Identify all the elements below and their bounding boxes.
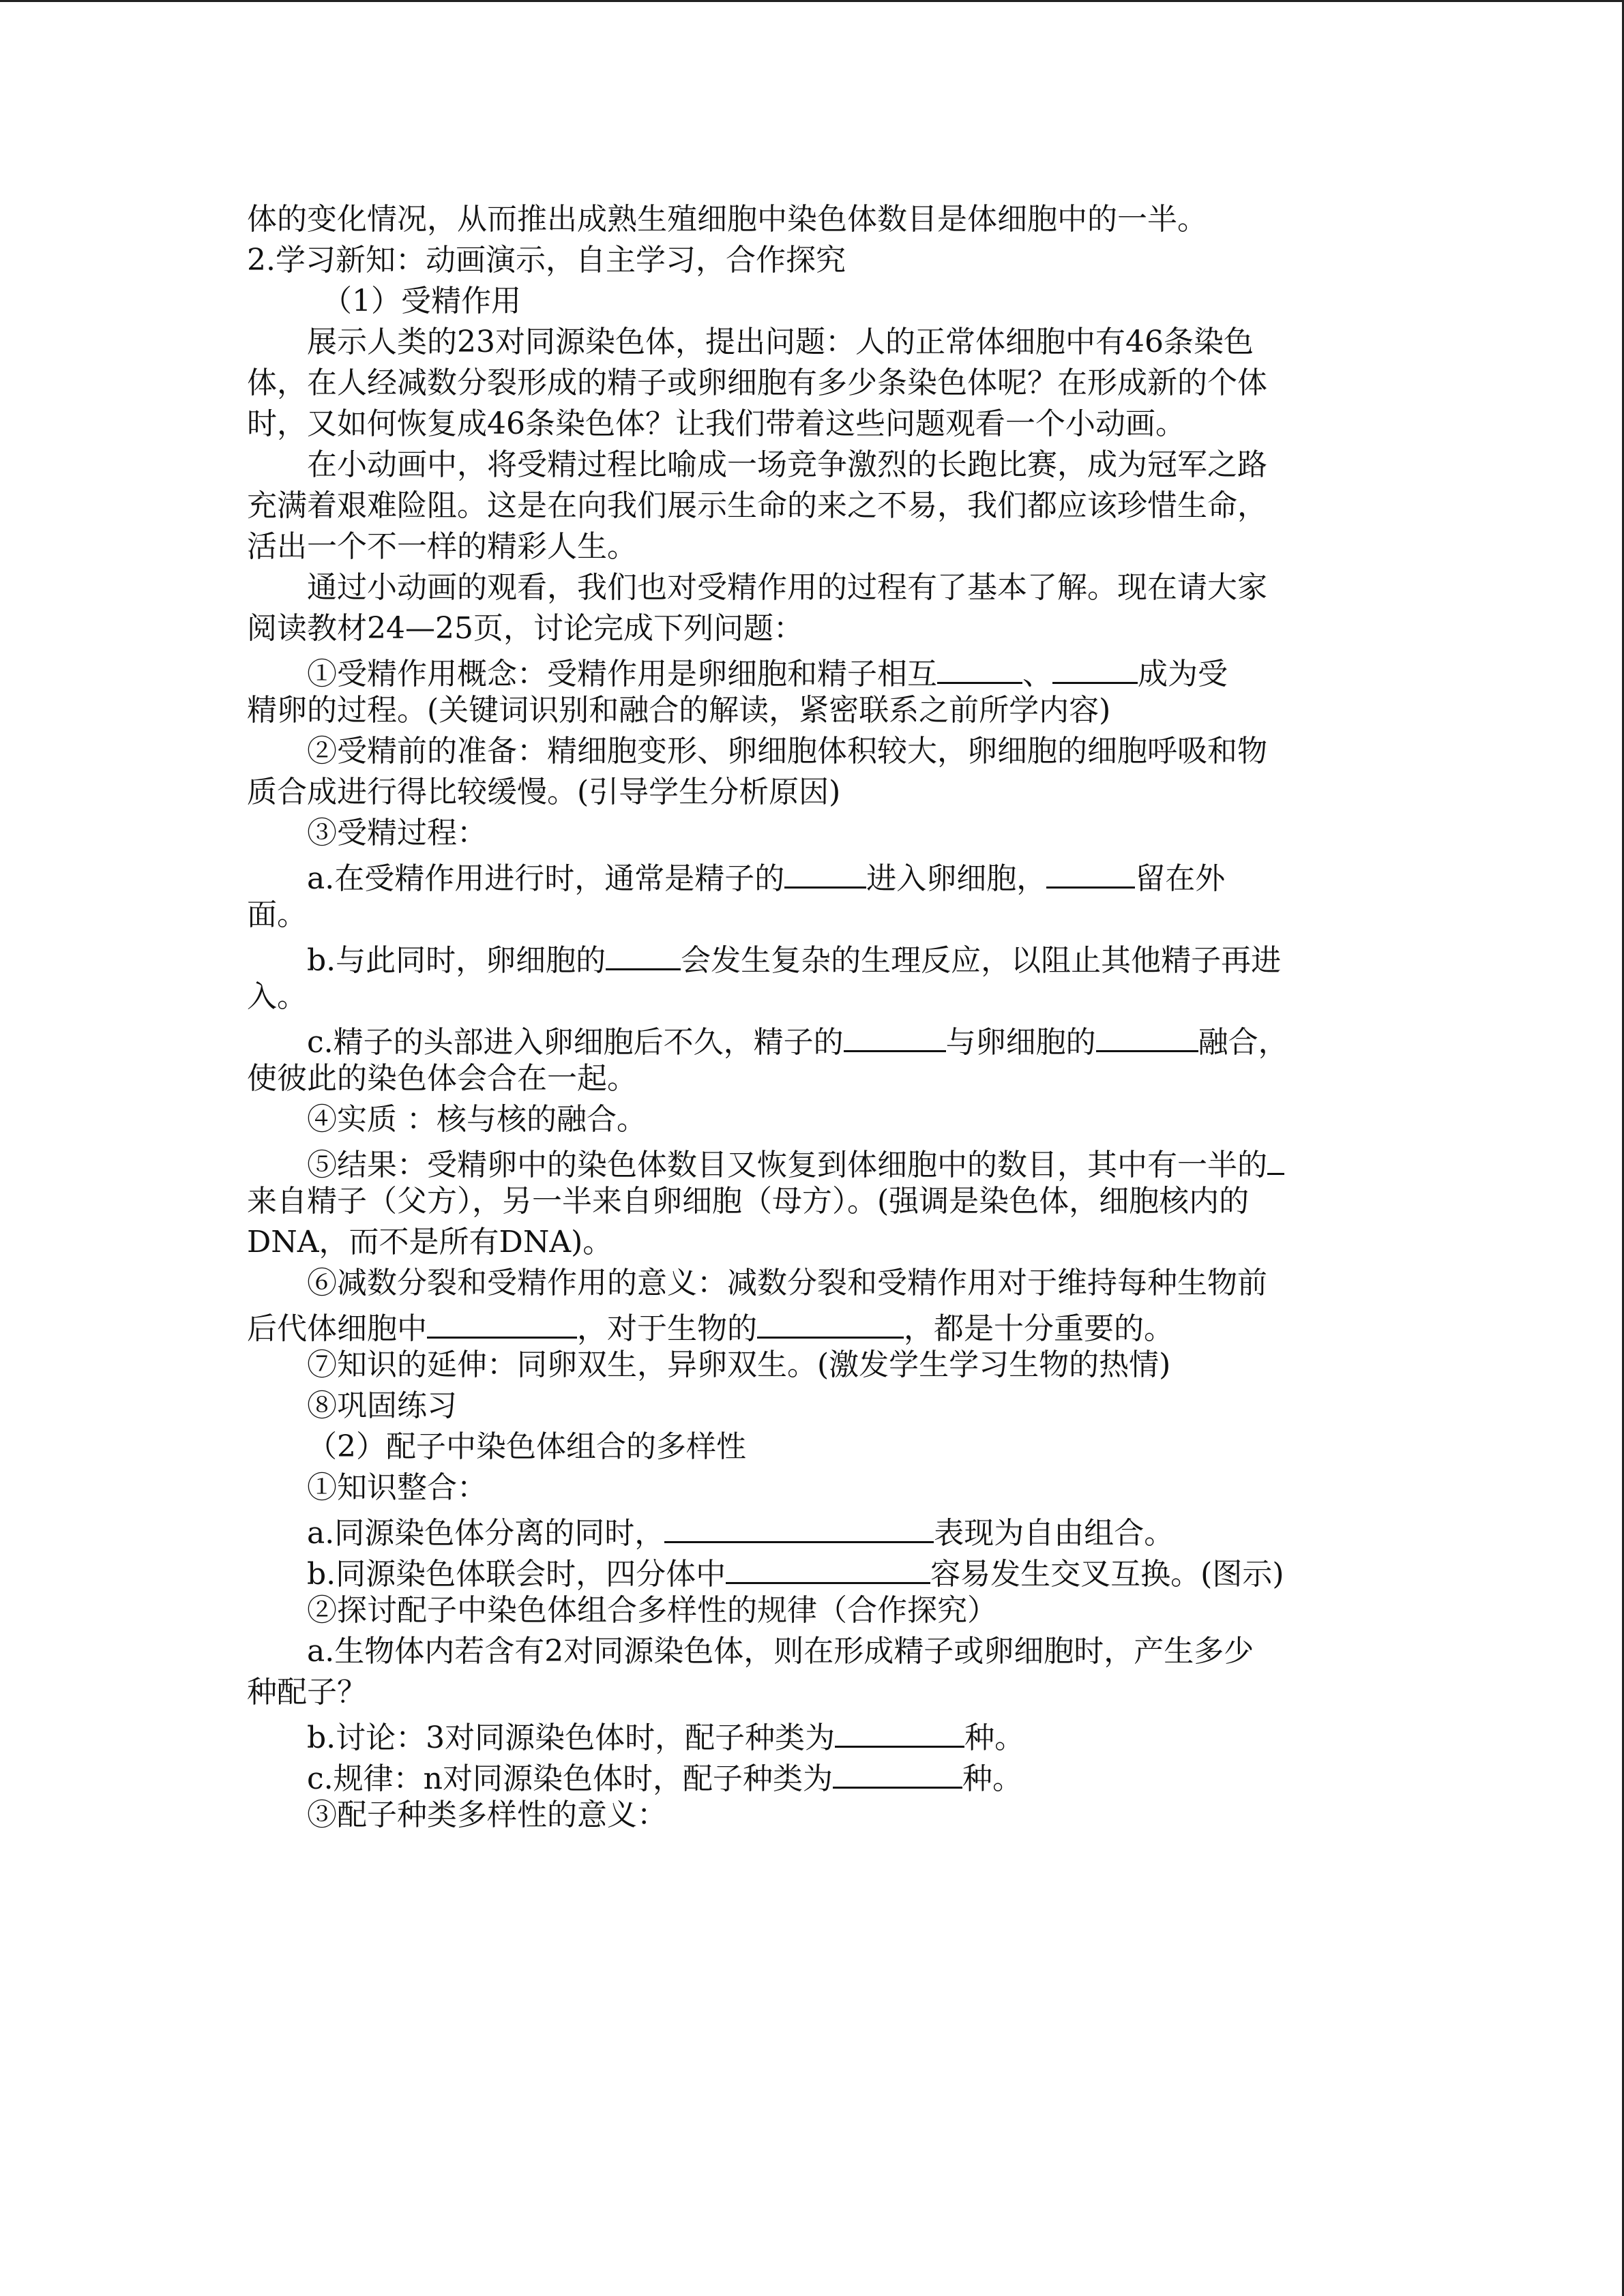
subsection-heading: （1）受精作用 — [322, 284, 521, 318]
fill-in-line: c.规律：n对同源染色体时，配子种类为 种。 — [247, 1754, 1379, 1795]
paragraph-line: 时，又如何恢复成46条染色体？让我们带着这些问题观看一个小动画。 — [247, 406, 1185, 441]
answer-blank[interactable] — [726, 1549, 930, 1584]
answer-blank[interactable] — [1096, 1017, 1198, 1052]
paragraph-line: ③受精过程： — [307, 816, 487, 850]
paragraph-line: ④实质 ：核与核的融合。 — [307, 1102, 647, 1137]
fill-in-line: ①受精作用概念：受精作用是卵细胞和精子相互 、 成为受 — [247, 649, 1379, 690]
section-heading: 2.学习新知：动画演示，自主学习，合作探究 — [247, 243, 846, 278]
fill-in-line: b.讨论：3对同源染色体时，配子种类为 种。 — [247, 1713, 1379, 1754]
answer-blank[interactable] — [1046, 854, 1135, 889]
answer-blank[interactable] — [937, 649, 1022, 684]
page-border-top — [0, 0, 1624, 2]
subsection-heading: （2）配子中染色体组合的多样性 — [307, 1429, 746, 1464]
answer-blank[interactable] — [757, 1304, 904, 1339]
paragraph-line: 阅读教材24—25页，讨论完成下列问题： — [247, 611, 803, 646]
fill-in-line: b.与此同时，卵细胞的 会发生复杂的生理反应，以阻止其他精子再进 — [247, 936, 1379, 976]
paragraph-line: 入。 — [247, 979, 307, 1014]
paragraph-line: 来自精子（父方），另一半来自卵细胞（母方）。(强调是染色体，细胞核内的 — [247, 1184, 1250, 1219]
paragraph-line: DNA，而不是所有DNA)。 — [247, 1225, 613, 1259]
paragraph-line: 充满着艰难险阻。这是在向我们展示生命的来之不易，我们都应该珍惜生命， — [247, 488, 1267, 523]
paragraph-line: a.生物体内若含有2对同源染色体，则在形成精子或卵细胞时，产生多少 — [307, 1634, 1254, 1669]
paragraph-line: ⑧巩固练习 — [307, 1388, 457, 1423]
paragraph-line: 活出一个不一样的精彩人生。 — [247, 529, 637, 564]
paragraph-line: 使彼此的染色体会合在一起。 — [247, 1061, 637, 1096]
answer-blank[interactable] — [427, 1304, 577, 1339]
paragraph-line: 体，在人经减数分裂形成的精子或卵细胞有多少条染色体呢？在形成新的个体 — [247, 366, 1267, 400]
paragraph-line: 质合成进行得比较缓慢。(引导学生分析原因) — [247, 775, 841, 809]
fill-in-line: a.在受精作用进行时，通常是精子的 进入卵细胞， 留在外 — [247, 854, 1379, 895]
paragraph-line: 种配子？ — [247, 1675, 367, 1710]
fill-in-line: 后代体细胞中 ，对于生物的 ，都是十分重要的。 — [247, 1304, 1379, 1345]
paragraph-line: 展示人类的23对同源染色体，提出问题：人的正常体细胞中有46条染色 — [307, 325, 1254, 359]
answer-blank[interactable] — [784, 854, 866, 889]
answer-blank[interactable] — [1052, 649, 1138, 684]
paragraph-line: 体的变化情况，从而推出成熟生殖细胞中染色体数目是体细胞中的一半。 — [247, 202, 1207, 237]
fill-in-line: a.同源染色体分离的同时， 表现为自由组合。 — [247, 1508, 1379, 1549]
document-body — [247, 199, 1379, 1836]
paragraph-line: ①知识整合： — [307, 1470, 487, 1505]
answer-blank[interactable] — [833, 1754, 962, 1789]
paragraph-line: ②探讨配子中染色体组合多样性的规律（合作探究） — [307, 1593, 997, 1628]
answer-blank[interactable] — [664, 1508, 934, 1543]
paragraph-line: ⑥减数分裂和受精作用的意义：减数分裂和受精作用对于维持每种生物前 — [307, 1266, 1267, 1300]
answer-blank[interactable] — [844, 1017, 946, 1052]
paragraph-line: ⑦知识的延伸：同卵双生，异卵双生。(激发学生学习生物的热情) — [307, 1347, 1171, 1382]
paragraph-line: 通过小动画的观看，我们也对受精作用的过程有了基本了解。现在请大家 — [307, 570, 1267, 605]
fill-in-line: ⑤结果：受精卵中的染色体数目又恢复到体细胞中的数目，其中有一半的 — [247, 1140, 1379, 1181]
paragraph-line: ③配子种类多样性的意义： — [307, 1798, 667, 1832]
answer-blank[interactable] — [1267, 1140, 1284, 1175]
paragraph-line: ②受精前的准备：精细胞变形、卵细胞体积较大，卵细胞的细胞呼吸和物 — [307, 734, 1267, 769]
paragraph-line: 面。 — [247, 897, 307, 932]
fill-in-line: c.精子的头部进入卵细胞后不久，精子的 与卵细胞的 融合， — [247, 1017, 1379, 1058]
fill-in-line: b.同源染色体联会时，四分体中 容易发生交叉互换。(图示) — [247, 1549, 1379, 1590]
paragraph-line: 精卵的过程。(关键词识别和融合的解读，紧密联系之前所学内容) — [247, 693, 1111, 728]
answer-blank[interactable] — [606, 936, 681, 970]
answer-blank[interactable] — [835, 1713, 964, 1748]
paragraph-line: 在小动画中，将受精过程比喻成一场竞争激烈的长跑比赛，成为冠军之路 — [307, 447, 1267, 482]
